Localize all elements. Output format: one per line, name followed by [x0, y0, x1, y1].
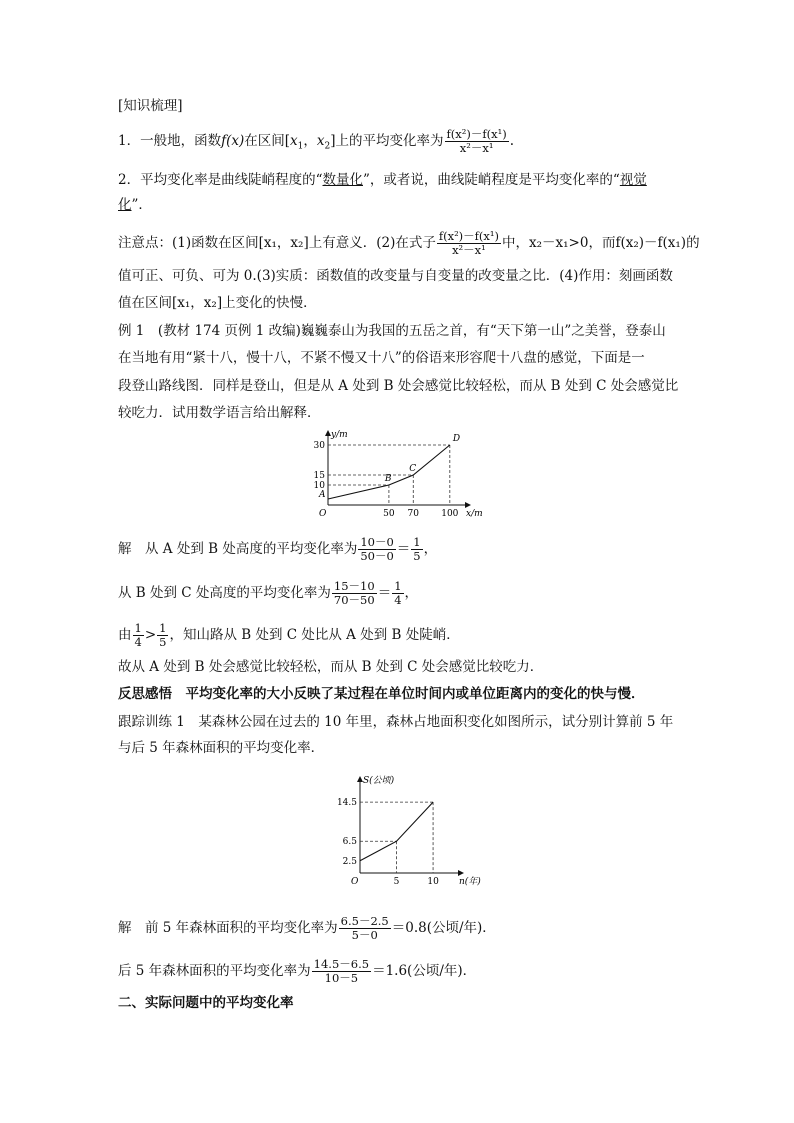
example-line-3: 段登山路线图．同样是登山，但是从 A 处到 B 处会感觉比较轻松，而从 B 处到 C 处会感觉比	[118, 378, 679, 394]
section-tag: [知识梳理]	[118, 98, 183, 114]
solution1-line-2	[118, 580, 418, 607]
sol1-end-1: ，	[423, 541, 438, 557]
sol1-frac-2r-num: 1	[394, 579, 402, 593]
sol1-frac-1r	[411, 536, 422, 563]
section2-heading: 二、实际问题中的平均变化率	[118, 995, 294, 1011]
sol1-frac-3b	[157, 622, 168, 649]
x-tick-label: 100	[441, 509, 459, 519]
solution2-line-2	[118, 958, 476, 985]
sol1-frac-1-den: 50－0	[360, 549, 394, 563]
practice-line-1: 跟踪训练 1 某森林公园在过去的 10 年里，森林占地面积变化如图所示，试分别计算前 5 年	[118, 714, 674, 730]
example-line-1: 例 1 (教材 174 页例 1 改编)巍巍泰山为我国的五岳之首，有“天下第一山”之美誉，登泰山	[118, 323, 666, 339]
sol1-end-2: ，	[404, 585, 419, 601]
sol1-eq-1: ＝	[396, 541, 411, 557]
x-tick-label: 10	[427, 877, 439, 887]
example-line-4: 较吃力．试用数学语言给出解释．	[118, 405, 321, 421]
sol1-frac-3a	[133, 622, 144, 649]
note-fraction-den: x²－x¹	[452, 243, 486, 257]
sol1-frac-2r	[392, 580, 403, 607]
sol1-l3a: 由	[118, 627, 132, 643]
sol2-frac-2-den: 10－5	[324, 971, 359, 985]
def-sub1: 1	[297, 141, 304, 152]
sol1-frac-2-num: 15－10	[333, 579, 375, 593]
solution1-line-3	[118, 622, 460, 649]
point-label-a: A	[319, 490, 326, 500]
y-tick-label: 6.5	[342, 837, 357, 848]
sol1-frac-2r-den: 4	[394, 593, 402, 607]
origin-label: O	[351, 877, 359, 887]
x-axis-label: n(年)	[459, 877, 481, 887]
definition-paragraph	[118, 128, 514, 157]
def-mid: 在区间[	[244, 133, 291, 149]
point-label-c: C	[409, 464, 417, 474]
meaning-underline-2a: 视觉	[619, 172, 647, 188]
sol1-frac-1-num: 10－0	[360, 535, 394, 549]
sol2-frac-1-den: 5－0	[351, 928, 378, 942]
note-l1b: 中，x₂－x₁>0，而f(x₂)－f(x₁)的	[502, 235, 700, 251]
x-tick-label: 50	[383, 509, 395, 519]
def-fraction	[445, 128, 509, 155]
def-sub2: 2	[324, 141, 331, 152]
sol2-frac-1-num: 6.5－2.5	[340, 914, 389, 928]
def-fx: f(x)	[221, 133, 245, 149]
def-suffix: ]上的平均变化率为	[330, 133, 444, 149]
sol2-frac-2	[312, 958, 371, 985]
reflection-text: 平均变化率的大小反映了某过程在单位时间内或单位距离内的变化的快与慢．	[172, 686, 645, 702]
mountain-path-chart	[308, 428, 508, 524]
def-fraction-num: f(x²)－f(x¹)	[446, 127, 507, 141]
sol1-gt: >	[144, 627, 157, 643]
sol1-frac-2	[332, 580, 377, 607]
practice-line-2: 与后 5 年森林面积的平均变化率．	[118, 740, 325, 756]
meaning-b: ”，或者说，曲线陡峭程度是平均变化率的“	[363, 172, 620, 188]
reflection-label: 反思感悟	[118, 686, 172, 702]
x-axis-label: x/m	[466, 509, 483, 519]
note-l1a: 注意点：(1)函数在区间[x₁，x₂]上有意义．(2)在式子	[118, 235, 436, 251]
note-fraction-num: f(x²)－f(x¹)	[438, 229, 499, 243]
note-line-1	[118, 230, 700, 257]
reflection	[118, 684, 645, 704]
sol1-l1a: 解 从 A 处到 B 处高度的平均变化率为	[118, 541, 358, 557]
def-fraction-den: x²－x¹	[459, 141, 494, 155]
x-tick-label: 70	[407, 509, 419, 519]
sol1-frac-3a-den: 4	[134, 635, 142, 649]
meaning-c: ”．	[131, 197, 152, 213]
def-end: .	[509, 133, 514, 149]
point-label-b: B	[384, 474, 392, 484]
sol2-l1a: 解 前 5 年森林面积的平均变化率为	[118, 920, 338, 936]
note-line-3: 值在区间[x₁，x₂]上变化的快慢．	[118, 295, 317, 311]
meaning-paragraph-cont	[118, 195, 152, 215]
meaning-underline-2b: 化	[118, 197, 132, 213]
sol1-frac-3b-den: 5	[159, 635, 167, 649]
y-axis-label: S(公顷)	[363, 776, 395, 786]
y-axis-label: y/m	[331, 430, 348, 440]
def-x2: x	[316, 133, 325, 149]
def-prefix: 1．一般地，函数	[118, 133, 222, 149]
sol1-frac-1r-num: 1	[413, 535, 421, 549]
y-tick-label: 14.5	[336, 798, 357, 809]
point-label-d: D	[452, 434, 461, 444]
sol1-l2a: 从 B 处到 C 处高度的平均变化率为	[118, 585, 331, 601]
sol1-l3b: ，知山路从 B 处到 C 处比从 A 处到 B 处陡峭．	[169, 627, 460, 643]
meaning-underline-1: 数量化	[322, 172, 363, 188]
def-x1: x	[290, 133, 298, 149]
origin-label: O	[319, 509, 327, 519]
note-line-2: 值可正、可负、可为 0.(3)实质：函数值的改变量与自变量的改变量之比．(4)作用：刻画函数	[118, 268, 673, 284]
sol1-eq-2: ＝	[377, 585, 392, 601]
sol2-frac-2-num: 14.5－6.5	[313, 957, 370, 971]
sol2-l2a: 后 5 年森林面积的平均变化率为	[118, 963, 311, 979]
y-tick-label: 10	[313, 481, 325, 491]
sol1-frac-2-den: 70－50	[333, 593, 375, 607]
def-comma: ，	[303, 133, 317, 149]
solution1-line-4: 故从 A 处到 B 处会感觉比较轻松，而从 B 处到 C 处会感觉比较吃力．	[118, 659, 544, 675]
y-tick-label: 30	[313, 441, 325, 451]
example-line-2: 在当地有用“紧十八，慢十八，不紧不慢又十八”的俗语来形容爬十八盘的感觉，下面是一	[118, 350, 645, 366]
y-tick-label: 15	[313, 471, 325, 481]
sol1-frac-1r-den: 5	[413, 549, 421, 563]
sol2-frac-1	[339, 915, 391, 942]
meaning-a: 2．平均变化率是曲线陡峭程度的“	[118, 172, 323, 188]
note-fraction	[437, 230, 501, 257]
sol2-r2: ＝1.6(公顷/年)．	[372, 963, 477, 979]
sol1-frac-1	[358, 536, 395, 563]
solution2-line-1	[118, 915, 496, 942]
meaning-paragraph	[118, 170, 647, 190]
x-tick-label: 5	[393, 877, 400, 887]
forest-area-chart	[336, 763, 481, 898]
sol2-r1: ＝0.8(公顷/年)．	[391, 920, 496, 936]
sol1-frac-3b-num: 1	[159, 621, 167, 635]
solution1-line-1	[118, 536, 437, 563]
sol1-frac-3a-num: 1	[134, 621, 142, 635]
y-tick-label: 2.5	[342, 856, 357, 867]
